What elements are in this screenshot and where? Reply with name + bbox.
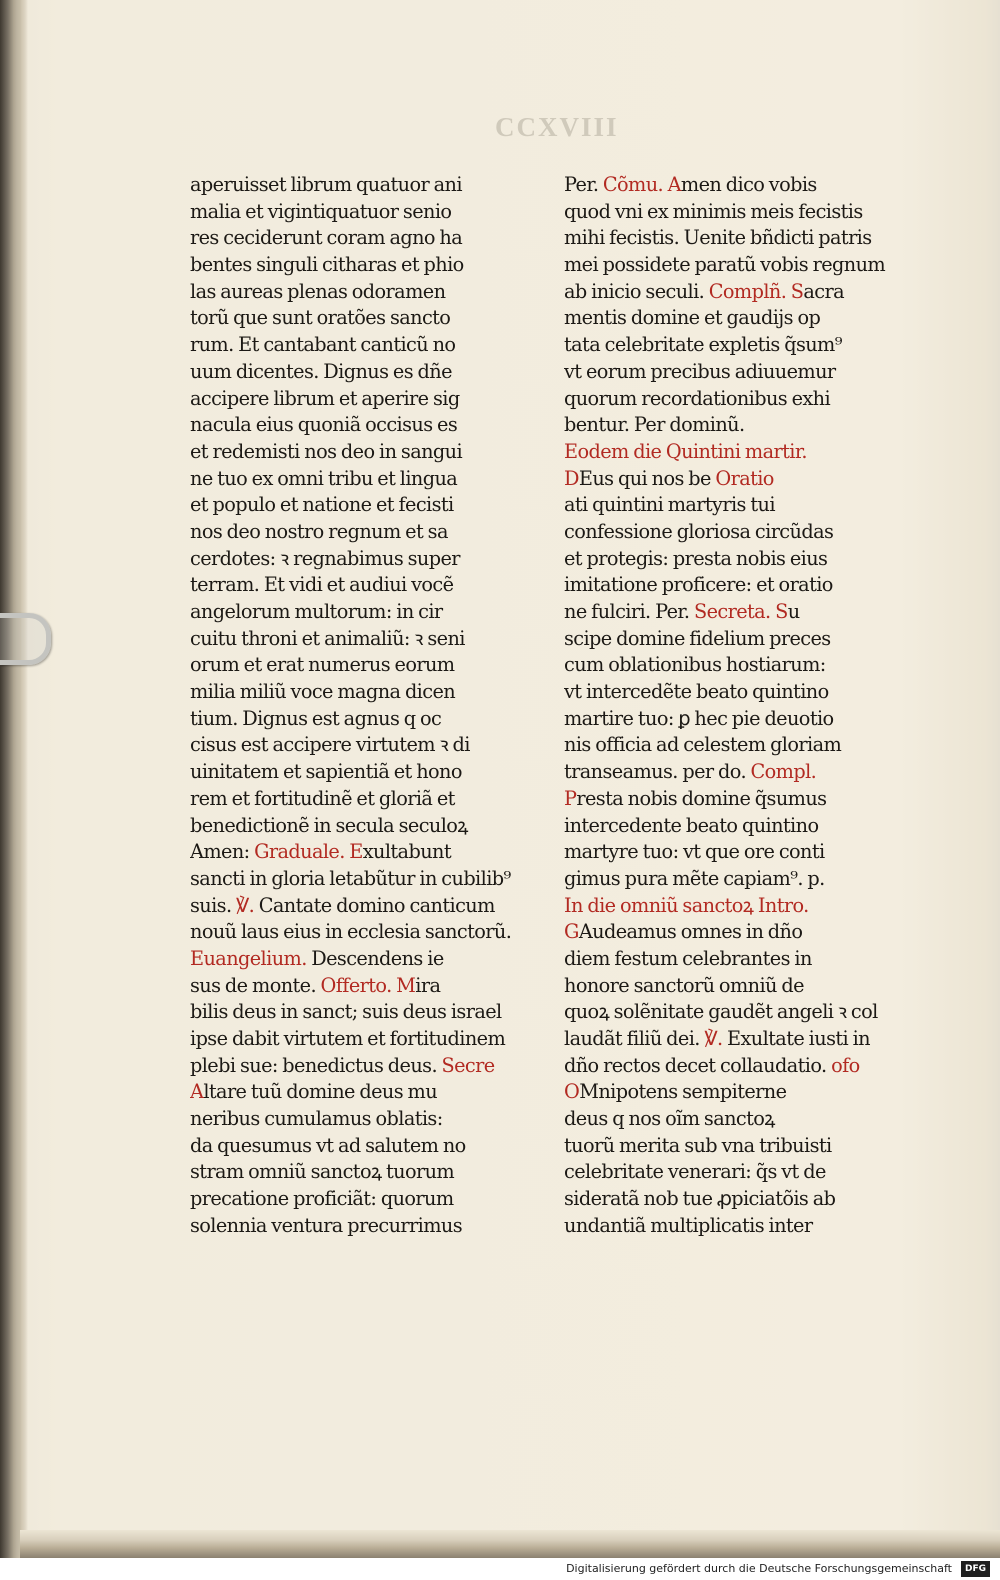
body-text: gimus pura mẽte capiam⁹. p. (564, 866, 825, 890)
body-text: scipe domine fidelium preces (564, 626, 831, 650)
text-line (564, 412, 916, 439)
body-text: neribus cumulamus oblatis: (190, 1107, 443, 1131)
text-line (190, 866, 542, 893)
text-line (564, 1026, 916, 1053)
text-line (190, 492, 542, 519)
text-line (564, 813, 916, 840)
body-text: ira (415, 973, 441, 997)
text-line (564, 199, 916, 226)
body-text: da quesumus vt ad salutem no (190, 1133, 466, 1157)
text-line (190, 1213, 542, 1240)
body-text: uinitatem et sapientiã et hono (190, 760, 462, 784)
rubric-text: O (564, 1080, 580, 1104)
text-line (190, 1053, 542, 1080)
rubric-text: In die omniũ sanctoꝝ Intro. (564, 893, 809, 917)
body-text: et populo et natione et fecisti (190, 493, 454, 517)
text-line (564, 866, 916, 893)
body-text: cerdotes: ꝛ regnabimus super (190, 546, 460, 570)
body-text: imitatione proficere: et oratio (564, 573, 833, 597)
text-line (190, 919, 542, 946)
rubric-text: Oratio (715, 466, 774, 490)
body-text: dño rectos decet collaudatio. (564, 1053, 832, 1077)
rubric-text: ℣. (236, 893, 255, 917)
text-line (564, 439, 916, 466)
rubric-text: Cõmu. A (602, 173, 681, 196)
body-text: mihi fecistis. Uenite bñdicti patris (564, 226, 872, 250)
body-text: Exultate iusti in (722, 1027, 870, 1050)
rubric-text: Euangelium. (190, 946, 312, 970)
text-line (190, 546, 542, 573)
body-text: quorum recordationibus exhi (564, 386, 831, 410)
body-text: cisus est accipere virtutem ꝛ di (190, 733, 470, 757)
body-text: bentes singuli citharas et phio (190, 253, 464, 277)
text-line (190, 973, 542, 1000)
text-line (190, 839, 542, 866)
text-line (564, 893, 916, 920)
digitization-credit: Digitalisierung gefördert durch die Deutsche Forschungsgemeinschaft (0, 1558, 1000, 1580)
text-line (190, 1106, 542, 1133)
text-line (190, 679, 542, 706)
text-line (564, 225, 916, 252)
text-line (190, 305, 542, 332)
text-line (564, 1186, 916, 1213)
body-text: mentis domine et gaudijs op (564, 306, 821, 330)
paper-clip-icon (0, 613, 51, 665)
body-text: Per. (564, 173, 603, 196)
body-text: nouũ laus eius in ecclesia sanctorũ. (190, 920, 512, 944)
body-text: bilis deus in sanct; suis deus israel (190, 1000, 502, 1024)
rubric-text: D (564, 466, 579, 490)
text-line (190, 1159, 542, 1186)
body-text: benedictionẽ in secula seculoꝝ (190, 813, 468, 837)
body-text: terram. Et vidi et audiui vocẽ (190, 573, 454, 597)
body-text: xultabunt (362, 840, 451, 864)
body-text: solennia ventura precurrimus (190, 1213, 463, 1237)
text-line (564, 919, 916, 946)
text-line (564, 626, 916, 653)
text-line (564, 1079, 916, 1106)
body-text: plebi sue: benedictus deus. (190, 1053, 442, 1077)
body-text: deus q nos oĩm sanctoꝝ (564, 1107, 775, 1131)
text-line (190, 466, 542, 493)
text-line (190, 893, 542, 920)
book-spine-shadow (0, 0, 28, 1558)
body-text: ne fulciri. Per. (564, 600, 694, 623)
text-line (190, 279, 542, 306)
text-line (564, 572, 916, 599)
body-text: ab inicio seculi. (564, 279, 709, 303)
page-stack-edge (20, 1530, 1000, 1558)
body-text: resta nobis domine q̃sumus (576, 786, 827, 810)
rubric-text: Compl. (750, 760, 817, 784)
text-line (190, 1026, 542, 1053)
text-line (190, 732, 542, 759)
body-text: Audeamus omnes in dño (578, 920, 803, 944)
body-text: milia miliũ voce magna dicen (190, 680, 456, 704)
body-text: ltare tuũ domine deus mu (203, 1080, 438, 1104)
text-line (564, 1133, 916, 1160)
text-line (564, 973, 916, 1000)
body-text: res ceciderunt coram agno ha (190, 226, 463, 250)
text-line (564, 759, 916, 786)
left-text-column (190, 172, 542, 1240)
rubric-text: Complñ. S (708, 279, 804, 303)
body-text: ati quintini martyris tui (564, 493, 775, 517)
body-text: honore sanctorũ omniũ de (564, 973, 804, 997)
body-text: et protegis: presta nobis eius (564, 546, 828, 570)
body-text: sancti in gloria letabũtur in cubilib⁹ (190, 866, 511, 890)
text-line (564, 172, 916, 199)
body-text: celebritate venerari: q̃s vt de (564, 1160, 826, 1184)
body-text: vt intercedẽte beato quintino (564, 680, 829, 704)
folio-number: CCXVIII (495, 112, 619, 142)
text-line (564, 652, 916, 679)
body-text: tium. Dignus est agnus q oc (190, 706, 442, 730)
text-line (190, 626, 542, 653)
body-text: precatione proficiãt: quorum (190, 1187, 454, 1211)
body-text: quod vni ex minimis meis fecistis (564, 199, 863, 223)
text-line (190, 412, 542, 439)
rubric-text: Eodem die Quintini martir. (564, 439, 807, 463)
body-text: men dico vobis (680, 173, 817, 196)
text-line (190, 225, 542, 252)
body-text: bentur. Per dominũ. (564, 413, 745, 437)
body-text: vt eorum precibus adiuuemur (564, 359, 836, 383)
text-line (564, 305, 916, 332)
text-line (190, 999, 542, 1026)
body-text: stram omniũ sanctoꝝ tuorum (190, 1160, 455, 1184)
body-text: ne tuo ex omni tribu et lingua (190, 466, 458, 490)
rubric-text: G (564, 920, 579, 944)
text-line (564, 1159, 916, 1186)
text-line (564, 946, 916, 973)
body-text: Eus qui nos be (578, 466, 716, 490)
text-line (564, 999, 916, 1026)
body-text: cum oblationibus hostiarum: (564, 653, 826, 677)
body-text: acra (803, 279, 844, 303)
body-text: martire tuo: ꝑ hec pie deuotio (564, 706, 834, 730)
body-text: martyre tuo: vt que ore conti (564, 840, 825, 864)
text-line (564, 519, 916, 546)
body-text: ipse dabit virtutem et fortitudinem (190, 1027, 506, 1050)
text-line (564, 466, 916, 493)
body-text: laudãt filiũ dei. (564, 1027, 705, 1050)
body-text: diem festum celebrantes in (564, 946, 812, 970)
text-line (190, 386, 542, 413)
text-line (190, 439, 542, 466)
text-line (190, 946, 542, 973)
body-text: accipere librum et aperire sig (190, 386, 460, 410)
text-line (564, 492, 916, 519)
body-text: uum dicentes. Dignus es dñe (190, 359, 452, 383)
text-line (564, 839, 916, 866)
text-line (190, 1133, 542, 1160)
text-line (564, 359, 916, 386)
body-text: malia et vigintiquatuor senio (190, 199, 452, 223)
text-line (190, 252, 542, 279)
body-text: cuitu throni et animaliũ: ꝛ seni (190, 626, 465, 650)
text-line (190, 572, 542, 599)
body-text: quoꝝ solẽnitate gaudẽt angeli ꝛ col (564, 1000, 878, 1024)
body-text: confessione gloriosa circũdas (564, 519, 834, 543)
text-line (564, 279, 916, 306)
text-line (564, 1213, 916, 1240)
text-line (564, 386, 916, 413)
body-text: rem et fortitudinẽ et gloriã et (190, 786, 455, 810)
rubric-text: Secre (441, 1053, 495, 1077)
body-text: tata celebritate expletis q̃sum⁹ (564, 333, 842, 357)
rubric-text: ℣. (704, 1027, 723, 1050)
text-line (564, 546, 916, 573)
text-line (564, 786, 916, 813)
body-text: Descendens ie (311, 946, 444, 970)
body-text: aperuisset librum quatuor ani (190, 173, 462, 196)
body-text: orum et erat numerus eorum (190, 653, 455, 677)
text-line (190, 813, 542, 840)
body-text: nis officia ad celestem gloriam (564, 733, 842, 757)
rubric-text: Graduale. E (254, 840, 363, 864)
rubric-text: P (564, 786, 577, 810)
text-line (564, 1053, 916, 1080)
body-text: tuorũ merita sub vna tribuisti (564, 1133, 832, 1157)
body-text: angelorum multorum: in cir (190, 600, 443, 623)
text-line (190, 172, 542, 199)
text-line (564, 332, 916, 359)
body-text: torũ que sunt oratões sancto (190, 306, 451, 330)
text-line (564, 252, 916, 279)
text-line (564, 706, 916, 733)
body-text: las aureas plenas odoramen (190, 279, 446, 303)
text-line (564, 599, 916, 626)
rubric-text: Secreta. S (693, 600, 788, 623)
body-text: u (787, 600, 800, 623)
body-text: transeamus. per do. (564, 760, 751, 784)
text-line (564, 1106, 916, 1133)
text-line (190, 1079, 542, 1106)
body-text: et redemisti nos deo in sangui (190, 439, 463, 463)
body-text: suis. (190, 893, 237, 917)
body-text: nacula eius quoniã occisus es (190, 413, 458, 437)
body-text: sideratã nob tue ꝓpiciatõis ab (564, 1187, 836, 1211)
text-line (190, 786, 542, 813)
rubric-text: Offerto. M (320, 973, 416, 997)
right-text-column (564, 172, 916, 1240)
text-line (564, 679, 916, 706)
text-line (190, 759, 542, 786)
body-text: Cantate domino canticum (254, 893, 495, 917)
text-line (564, 732, 916, 759)
text-line (190, 199, 542, 226)
text-line (190, 519, 542, 546)
rubric-text: ofo (831, 1053, 860, 1077)
text-line (190, 332, 542, 359)
body-text: undantiã multiplicatis inter (564, 1213, 813, 1237)
body-text: Amen: (190, 840, 255, 864)
body-text: intercedente beato quintino (564, 813, 819, 837)
text-line (190, 652, 542, 679)
body-text: rum. Et cantabant canticũ no (190, 333, 456, 357)
body-text: Mnipotens sempiterne (579, 1080, 787, 1104)
dfg-logo: DFG (961, 1561, 990, 1577)
text-line (190, 706, 542, 733)
text-line (190, 599, 542, 626)
text-line (190, 359, 542, 386)
text-line (190, 1186, 542, 1213)
body-text: sus de monte. (190, 973, 321, 997)
body-text: nos deo nostro regnum et sa (190, 519, 448, 543)
body-text: mei possidete paratũ vobis regnum (564, 253, 886, 277)
rubric-text: A (190, 1080, 204, 1104)
